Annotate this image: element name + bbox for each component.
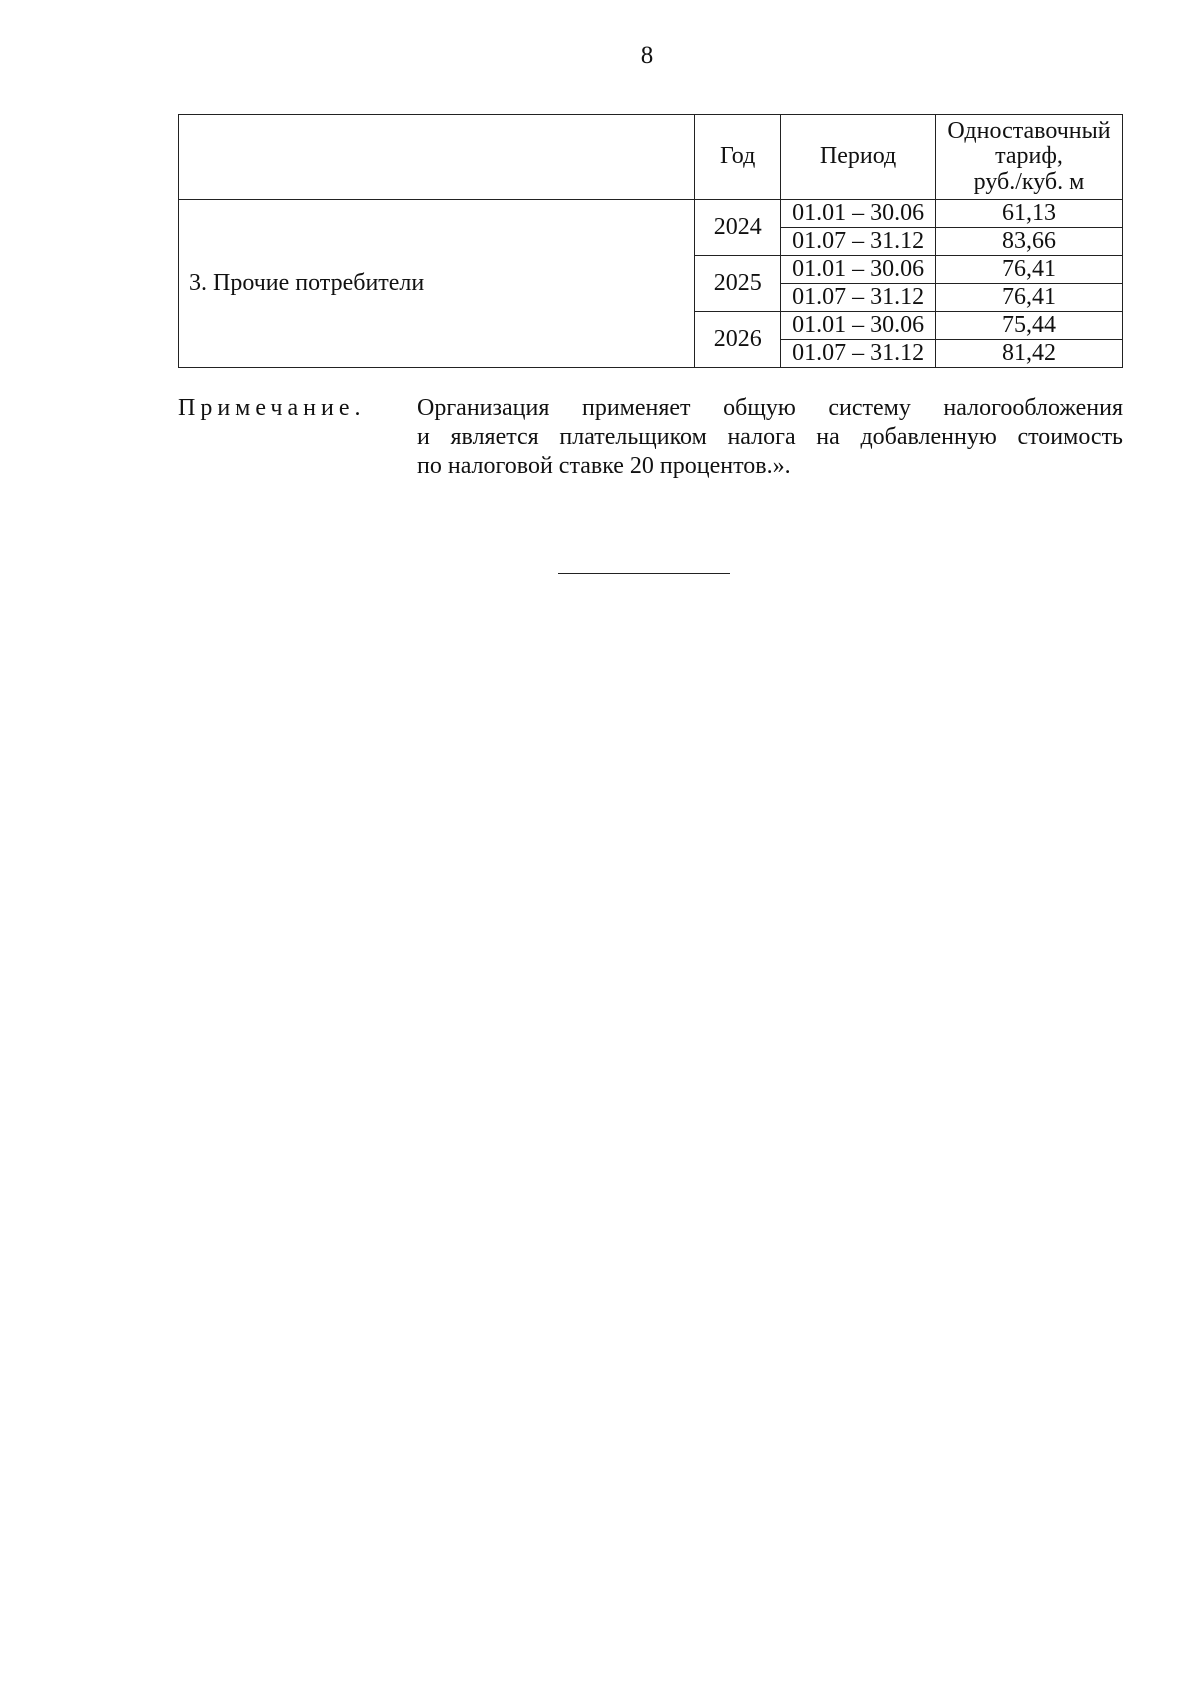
year-cell: 2025 — [695, 256, 781, 312]
tariff-cell: 75,44 — [936, 312, 1123, 340]
header-tariff-line: тариф, — [995, 143, 1063, 170]
tariff-cell: 76,41 — [936, 284, 1123, 312]
header-category — [179, 115, 695, 200]
tariff-cell: 76,41 — [936, 256, 1123, 284]
note-line: Организация применяет общую систему налогообложения — [417, 395, 1123, 421]
tariff-table — [178, 114, 1123, 368]
note-line: и является плательщиком налога на добавленную стоимость — [417, 424, 1123, 450]
closing-rule — [558, 573, 730, 574]
tariff-cell: 61,13 — [936, 200, 1123, 228]
period-cell: 01.07 – 31.12 — [781, 228, 936, 256]
tariff-cell: 81,42 — [936, 340, 1123, 368]
table-header-row — [179, 115, 1123, 200]
header-period: Период — [781, 115, 936, 200]
period-cell: 01.01 – 30.06 — [781, 256, 936, 284]
period-cell: 01.01 – 30.06 — [781, 312, 936, 340]
header-tariff — [936, 115, 1123, 200]
year-cell: 2026 — [695, 312, 781, 368]
period-cell: 01.07 – 31.12 — [781, 284, 936, 312]
note-line: по налоговой ставке 20 процентов.». — [417, 453, 791, 479]
header-year: Год — [695, 115, 781, 200]
header-tariff-line: Одноставочный — [947, 118, 1111, 145]
tariff-cell: 83,66 — [936, 228, 1123, 256]
note-text — [417, 394, 1123, 481]
period-cell: 01.01 – 30.06 — [781, 200, 936, 228]
year-cell: 2024 — [695, 200, 781, 256]
page-number: 8 — [640, 42, 654, 69]
category-cell: 3. Прочие потребители — [179, 200, 695, 368]
header-tariff-line: руб./куб. м — [973, 168, 1085, 195]
note-label: Примечание. — [178, 395, 366, 421]
table-row — [179, 200, 1123, 228]
period-cell: 01.07 – 31.12 — [781, 340, 936, 368]
